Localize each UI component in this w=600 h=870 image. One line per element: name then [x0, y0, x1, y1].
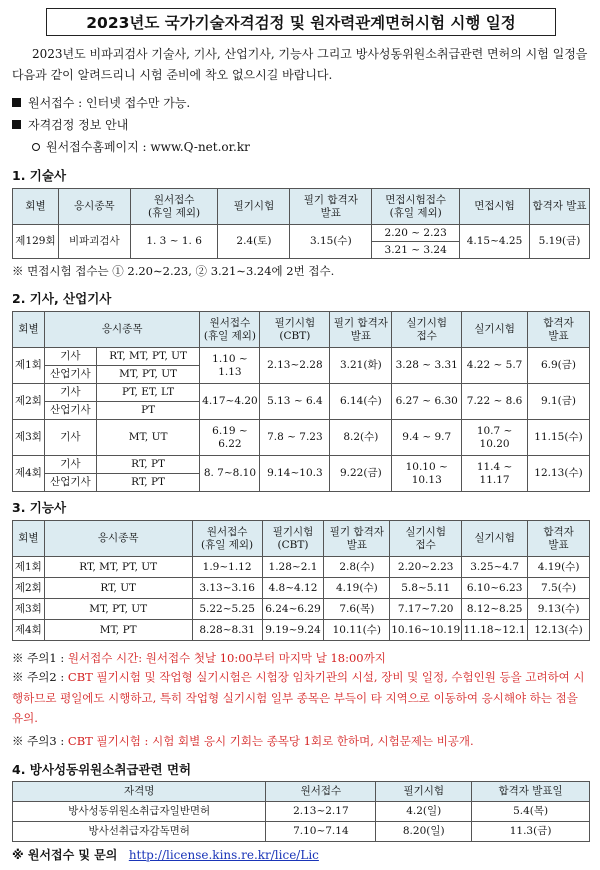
header-interview: 면접시험: [460, 189, 530, 225]
cell-round: 제129회: [13, 225, 59, 259]
cell-written: 1.28~2.1: [262, 557, 324, 578]
cell-result: 5.4(목): [472, 802, 590, 822]
header-subject: 응시종목: [44, 312, 200, 348]
cell-subject: MT, PT: [44, 620, 192, 641]
cell-practical: 8.12~8.25: [462, 599, 528, 620]
cell-practical: 7.22 ~ 8.6: [462, 384, 528, 420]
cell-subject: RT, PT: [96, 456, 200, 474]
note-caution-2: ※ 주의2 : CBT 필기시험 및 작업형 실기시험은 시험장 임차기관의 시설, 장비 및 일정, 수험인원 등을 고려하여 시행하므로 평일에도 시행하고, 특히 작업형 실기시험 일부 종목은 부득이 타 지역으로 이동하여 응시해야 하는 점을 유의.: [12, 670, 585, 725]
section-title-3: 3. 기능사: [12, 500, 67, 515]
table-engineer: [12, 188, 590, 259]
cell-grade: 기사: [44, 456, 96, 474]
cell-written: 9.14~10.3: [260, 456, 330, 492]
cell-apply: 7.10~7.14: [266, 822, 376, 842]
cell-apply: 8. 7~8.10: [200, 456, 260, 492]
cell-result: 9.13(수): [528, 599, 590, 620]
note-interview: ※ 면접시험 접수는 ① 2.20∼2.23, ② 3.21∼3.24에 2번 접수.: [12, 264, 335, 278]
cell-subject: MT, PT, UT: [44, 599, 192, 620]
header-written: 필기시험: [376, 782, 472, 802]
note-caution-1: ※ 주의1 : 원서접수 시간: 원서접수 첫날 10:00부터 마지막 날 18:00까지: [12, 651, 386, 665]
cell-subject: MT, PT, UT: [96, 366, 200, 384]
cell-interview-apply-2: 3.21 ~ 3.24: [372, 242, 460, 259]
cell-apply: 2.13~2.17: [266, 802, 376, 822]
cell-grade: 산업기사: [44, 474, 96, 492]
header-result: 합격자 발표: [528, 312, 590, 348]
header-practical-apply: 실기시험 접수: [390, 521, 462, 557]
cell-practical-apply: 5.8~5.11: [390, 578, 462, 599]
cell-written-result: 6.14(수): [330, 384, 392, 420]
cell-license-name: 방사선취급자감독면허: [13, 822, 266, 842]
cell-practical-apply: 9.4 ~ 9.7: [392, 420, 462, 456]
cell-result: 6.9(금): [528, 348, 590, 384]
header-round: 회별: [13, 521, 45, 557]
cell-apply: 3.13~3.16: [192, 578, 262, 599]
circle-bullet-icon: [32, 143, 40, 151]
cell-result: 4.19(수): [528, 557, 590, 578]
cell-written: 7.8 ~ 7.23: [260, 420, 330, 456]
cell-round: 제3회: [13, 420, 45, 456]
cell-grade: 기사: [44, 420, 96, 456]
header-license-name: 자격명: [13, 782, 266, 802]
cell-written: 4.8~4.12: [262, 578, 324, 599]
cell-subject: PT, ET, LT: [96, 384, 200, 402]
cell-grade: 산업기사: [44, 366, 96, 384]
cell-apply: 1. 3 ~ 1. 6: [130, 225, 218, 259]
cell-round: 제2회: [13, 578, 45, 599]
cell-apply: 4.17~4.20: [200, 384, 260, 420]
header-apply: 원서접수 (휴일 제외): [130, 189, 218, 225]
header-result: 합격자 발표: [530, 189, 590, 225]
cell-round: 제1회: [13, 348, 45, 384]
header-practical: 실기시험: [462, 312, 528, 348]
cell-practical-apply: 10.16~10.19: [390, 620, 462, 641]
table-engineer-industrial: [12, 311, 590, 492]
header-practical-apply: 실기시험 접수: [392, 312, 462, 348]
cell-written-result: 8.2(수): [330, 420, 392, 456]
cell-subject: RT, MT, PT, UT: [96, 348, 200, 366]
cell-written-result: 3.15(수): [290, 225, 372, 259]
cell-result: 12.13(수): [528, 456, 590, 492]
cell-written-result: 2.8(수): [324, 557, 390, 578]
table-row: [13, 557, 590, 578]
header-subject: 응시종목: [58, 189, 130, 225]
footer-contact: ※ 원서접수 및 문의 http://license.kins.re.kr/lice/Lic: [12, 848, 319, 862]
cell-practical-apply: 7.17~7.20: [390, 599, 462, 620]
table-row: [13, 456, 590, 474]
bullet-info: 자격검정 정보 안내: [12, 116, 128, 133]
cell-practical-apply: 3.28 ~ 3.31: [392, 348, 462, 384]
header-apply: 원서접수 (휴일 제외): [200, 312, 260, 348]
cell-round: 제4회: [13, 456, 45, 492]
cell-round: 제2회: [13, 384, 45, 420]
bullet-apply: 원서접수 : 인터넷 접수만 가능.: [12, 94, 190, 111]
cell-practical: 11.4 ~ 11.17: [462, 456, 528, 492]
header-round: 회별: [13, 312, 45, 348]
cell-apply: 1.10 ~ 1.13: [200, 348, 260, 384]
header-round: 회별: [13, 189, 59, 225]
cell-practical: 6.10~6.23: [462, 578, 528, 599]
cell-subject: RT, MT, PT, UT: [44, 557, 192, 578]
table-row: [13, 620, 590, 641]
header-written: 필기시험: [218, 189, 290, 225]
cell-result: 7.5(수): [528, 578, 590, 599]
cell-apply: 6.19 ~ 6.22: [200, 420, 260, 456]
table-row: [13, 599, 590, 620]
cell-practical: 3.25~4.7: [462, 557, 528, 578]
cell-practical-apply: 10.10 ~ 10.13: [392, 456, 462, 492]
cell-written-result: 4.19(수): [324, 578, 390, 599]
cell-written-result: 10.11(수): [324, 620, 390, 641]
cell-result: 11.15(수): [528, 420, 590, 456]
header-subject: 응시종목: [44, 521, 192, 557]
cell-result: 5.19(금): [530, 225, 590, 259]
cell-written: 5.13 ~ 6.4: [260, 384, 330, 420]
cell-practical: 10.7 ~ 10.20: [462, 420, 528, 456]
license-site-link[interactable]: http://license.kins.re.kr/lice/Lic: [128, 848, 319, 862]
cell-subject: RT, UT: [44, 578, 192, 599]
table-license: [12, 781, 590, 842]
cell-written: 8.20(일): [376, 822, 472, 842]
intro-paragraph: 2023년도 비파괴검사 기술사, 기사, 산업기사, 기능사 그리고 방사성동위원소취급관련 면허의 시험 일정을 다음과 같이 알려드리니 시험 준비에 착오 없으시길 바랍니다.: [12, 47, 588, 82]
cell-round: 제1회: [13, 557, 45, 578]
cell-written-result: 7.6(목): [324, 599, 390, 620]
cell-practical: 4.22 ~ 5.7: [462, 348, 528, 384]
square-bullet-icon: [12, 98, 21, 107]
header-apply: 원서접수 (휴일 제외): [192, 521, 262, 557]
cell-practical: 11.18~12.1: [462, 620, 528, 641]
table-row: [13, 420, 590, 456]
table-row: [13, 384, 590, 402]
header-written-result: 필기 합격자 발표: [324, 521, 390, 557]
cell-subject: RT, PT: [96, 474, 200, 492]
table-row: [13, 225, 590, 242]
header-written: 필기시험 (CBT): [260, 312, 330, 348]
cell-interview: 4.15~4.25: [460, 225, 530, 259]
table-row: [13, 578, 590, 599]
header-practical: 실기시험: [462, 521, 528, 557]
cell-written-result: 3.21(화): [330, 348, 392, 384]
header-written-result: 필기 합격자 발표: [330, 312, 392, 348]
cell-written: 2.13~2.28: [260, 348, 330, 384]
cell-round: 제3회: [13, 599, 45, 620]
cell-interview-apply-1: 2.20 ~ 2.23: [372, 225, 460, 242]
table-row: [13, 822, 590, 842]
header-apply: 원서접수: [266, 782, 376, 802]
section-title-4: 4. 방사성동위원소취급관련 면허: [12, 762, 192, 777]
section-title-1: 1. 기술사: [12, 168, 67, 183]
header-written: 필기시험 (CBT): [262, 521, 324, 557]
cell-grade: 산업기사: [44, 402, 96, 420]
cell-written: 2.4(토): [218, 225, 290, 259]
cell-grade: 기사: [44, 348, 96, 366]
header-interview-apply: 면접시험접수 (휴일 제외): [372, 189, 460, 225]
cell-result: 12.13(수): [528, 620, 590, 641]
sub-bullet-homepage: 원서접수홈페이지 : www.Q-net.or.kr: [32, 138, 250, 155]
table-craftsman: [12, 520, 590, 641]
cell-practical-apply: 6.27 ~ 6.30: [392, 384, 462, 420]
cell-practical-apply: 2.20~2.23: [390, 557, 462, 578]
header-written-result: 필기 합격자 발표: [290, 189, 372, 225]
cell-subject: 비파괴검사: [58, 225, 130, 259]
cell-written: 4.2(일): [376, 802, 472, 822]
table-row: [13, 802, 590, 822]
cell-round: 제4회: [13, 620, 45, 641]
cell-written-result: 9.22(금): [330, 456, 392, 492]
page-title: 2023년도 국가기술자격검정 및 원자력관계면허시험 시행 일정: [46, 8, 556, 36]
cell-apply: 5.22~5.25: [192, 599, 262, 620]
cell-grade: 기사: [44, 384, 96, 402]
cell-written: 9.19~9.24: [262, 620, 324, 641]
cell-result: 11.3(금): [472, 822, 590, 842]
cell-result: 9.1(금): [528, 384, 590, 420]
cell-apply: 1.9~1.12: [192, 557, 262, 578]
header-result: 합격자 발표: [528, 521, 590, 557]
table-row: [13, 348, 590, 366]
cell-license-name: 방사성동위원소취급자일반면허: [13, 802, 266, 822]
note-caution-3: ※ 주의3 : CBT 필기시험 : 시험 회별 응시 기회는 종목당 1회로 한하며, 시험문제는 비공개.: [12, 734, 474, 748]
square-bullet-icon: [12, 120, 21, 129]
header-result-date: 합격자 발표일: [472, 782, 590, 802]
cell-subject: PT: [96, 402, 200, 420]
cell-subject: MT, UT: [96, 420, 200, 456]
cell-apply: 8.28~8.31: [192, 620, 262, 641]
section-title-2: 2. 기사, 산업기사: [12, 291, 112, 306]
cell-written: 6.24~6.29: [262, 599, 324, 620]
